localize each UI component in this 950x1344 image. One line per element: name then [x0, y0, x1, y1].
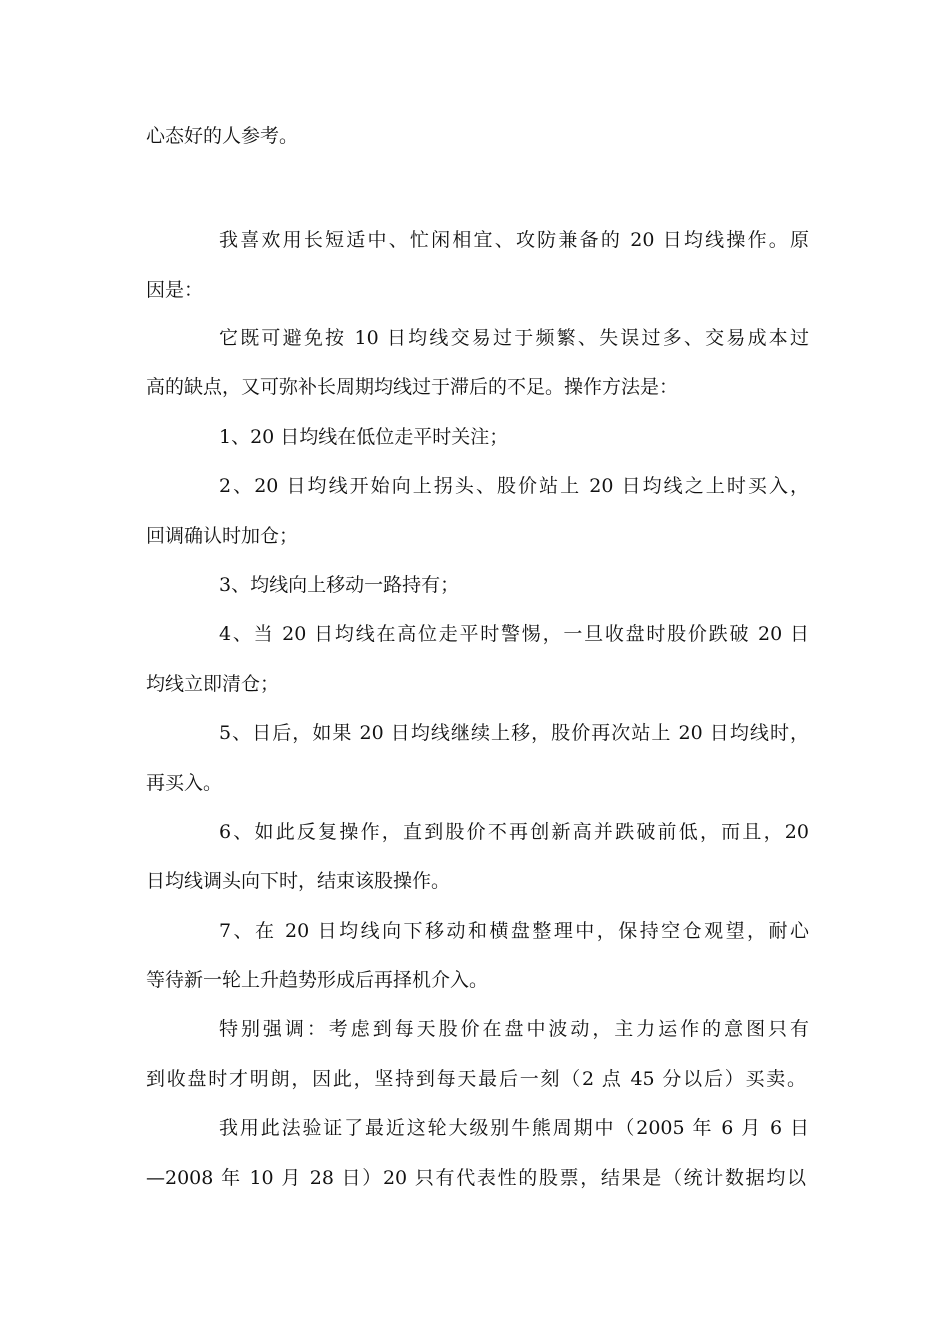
text-line: 3、均线向上移动一路持有；	[219, 574, 460, 596]
text-line: 因是：	[146, 279, 204, 301]
text-line: 1、20 日均线在低位走平时关注；	[219, 426, 509, 448]
text-line: 高的缺点，又可弥补长周期均线过于滞后的不足。操作方法是：	[146, 376, 679, 398]
text-line: 回调确认时加仓；	[146, 525, 299, 547]
text-line: 心态好的人参考。	[146, 125, 299, 147]
text-line: 特别强调：考虑到每天股价在盘中波动，主力运作的意图只有	[219, 1018, 809, 1040]
text-line: —2008 年 10 月 28 日）20 只有代表性的股票，结果是（统计数据均以	[146, 1167, 806, 1189]
text-line: 再买入。	[146, 772, 223, 794]
text-line: 5、日后，如果 20 日均线继续上移，股价再次站上 20 日均线时，	[219, 722, 809, 744]
text-line: 我用此法验证了最近这轮大级别牛熊周期中（2005 年 6 月 6 日	[219, 1117, 809, 1139]
text-line: 2、20 日均线开始向上拐头、股价站上 20 日均线之上时买入，	[219, 475, 809, 497]
text-line: 等待新一轮上升趋势形成后再择机介入。	[146, 969, 489, 991]
text-line: 日均线调头向下时，结束该股操作。	[146, 870, 451, 892]
text-line: 它既可避免按 10 日均线交易过于频繁、失误过多、交易成本过	[219, 327, 809, 349]
text-line: 到收盘时才明朗，因此，坚持到每天最后一刻（2 点 45 分以后）买卖。	[146, 1068, 806, 1090]
text-line: 我喜欢用长短适中、忙闲相宜、攻防兼备的 20 日均线操作。原	[219, 229, 809, 251]
text-line: 均线立即清仓；	[146, 673, 280, 695]
text-line: 6、如此反复操作，直到股价不再创新高并跌破前低，而且，20	[219, 821, 809, 843]
text-line: 4、当 20 日均线在高位走平时警惕，一旦收盘时股价跌破 20 日	[219, 623, 809, 645]
text-line: 7、在 20 日均线向下移动和横盘整理中，保持空仓观望，耐心	[219, 920, 809, 942]
